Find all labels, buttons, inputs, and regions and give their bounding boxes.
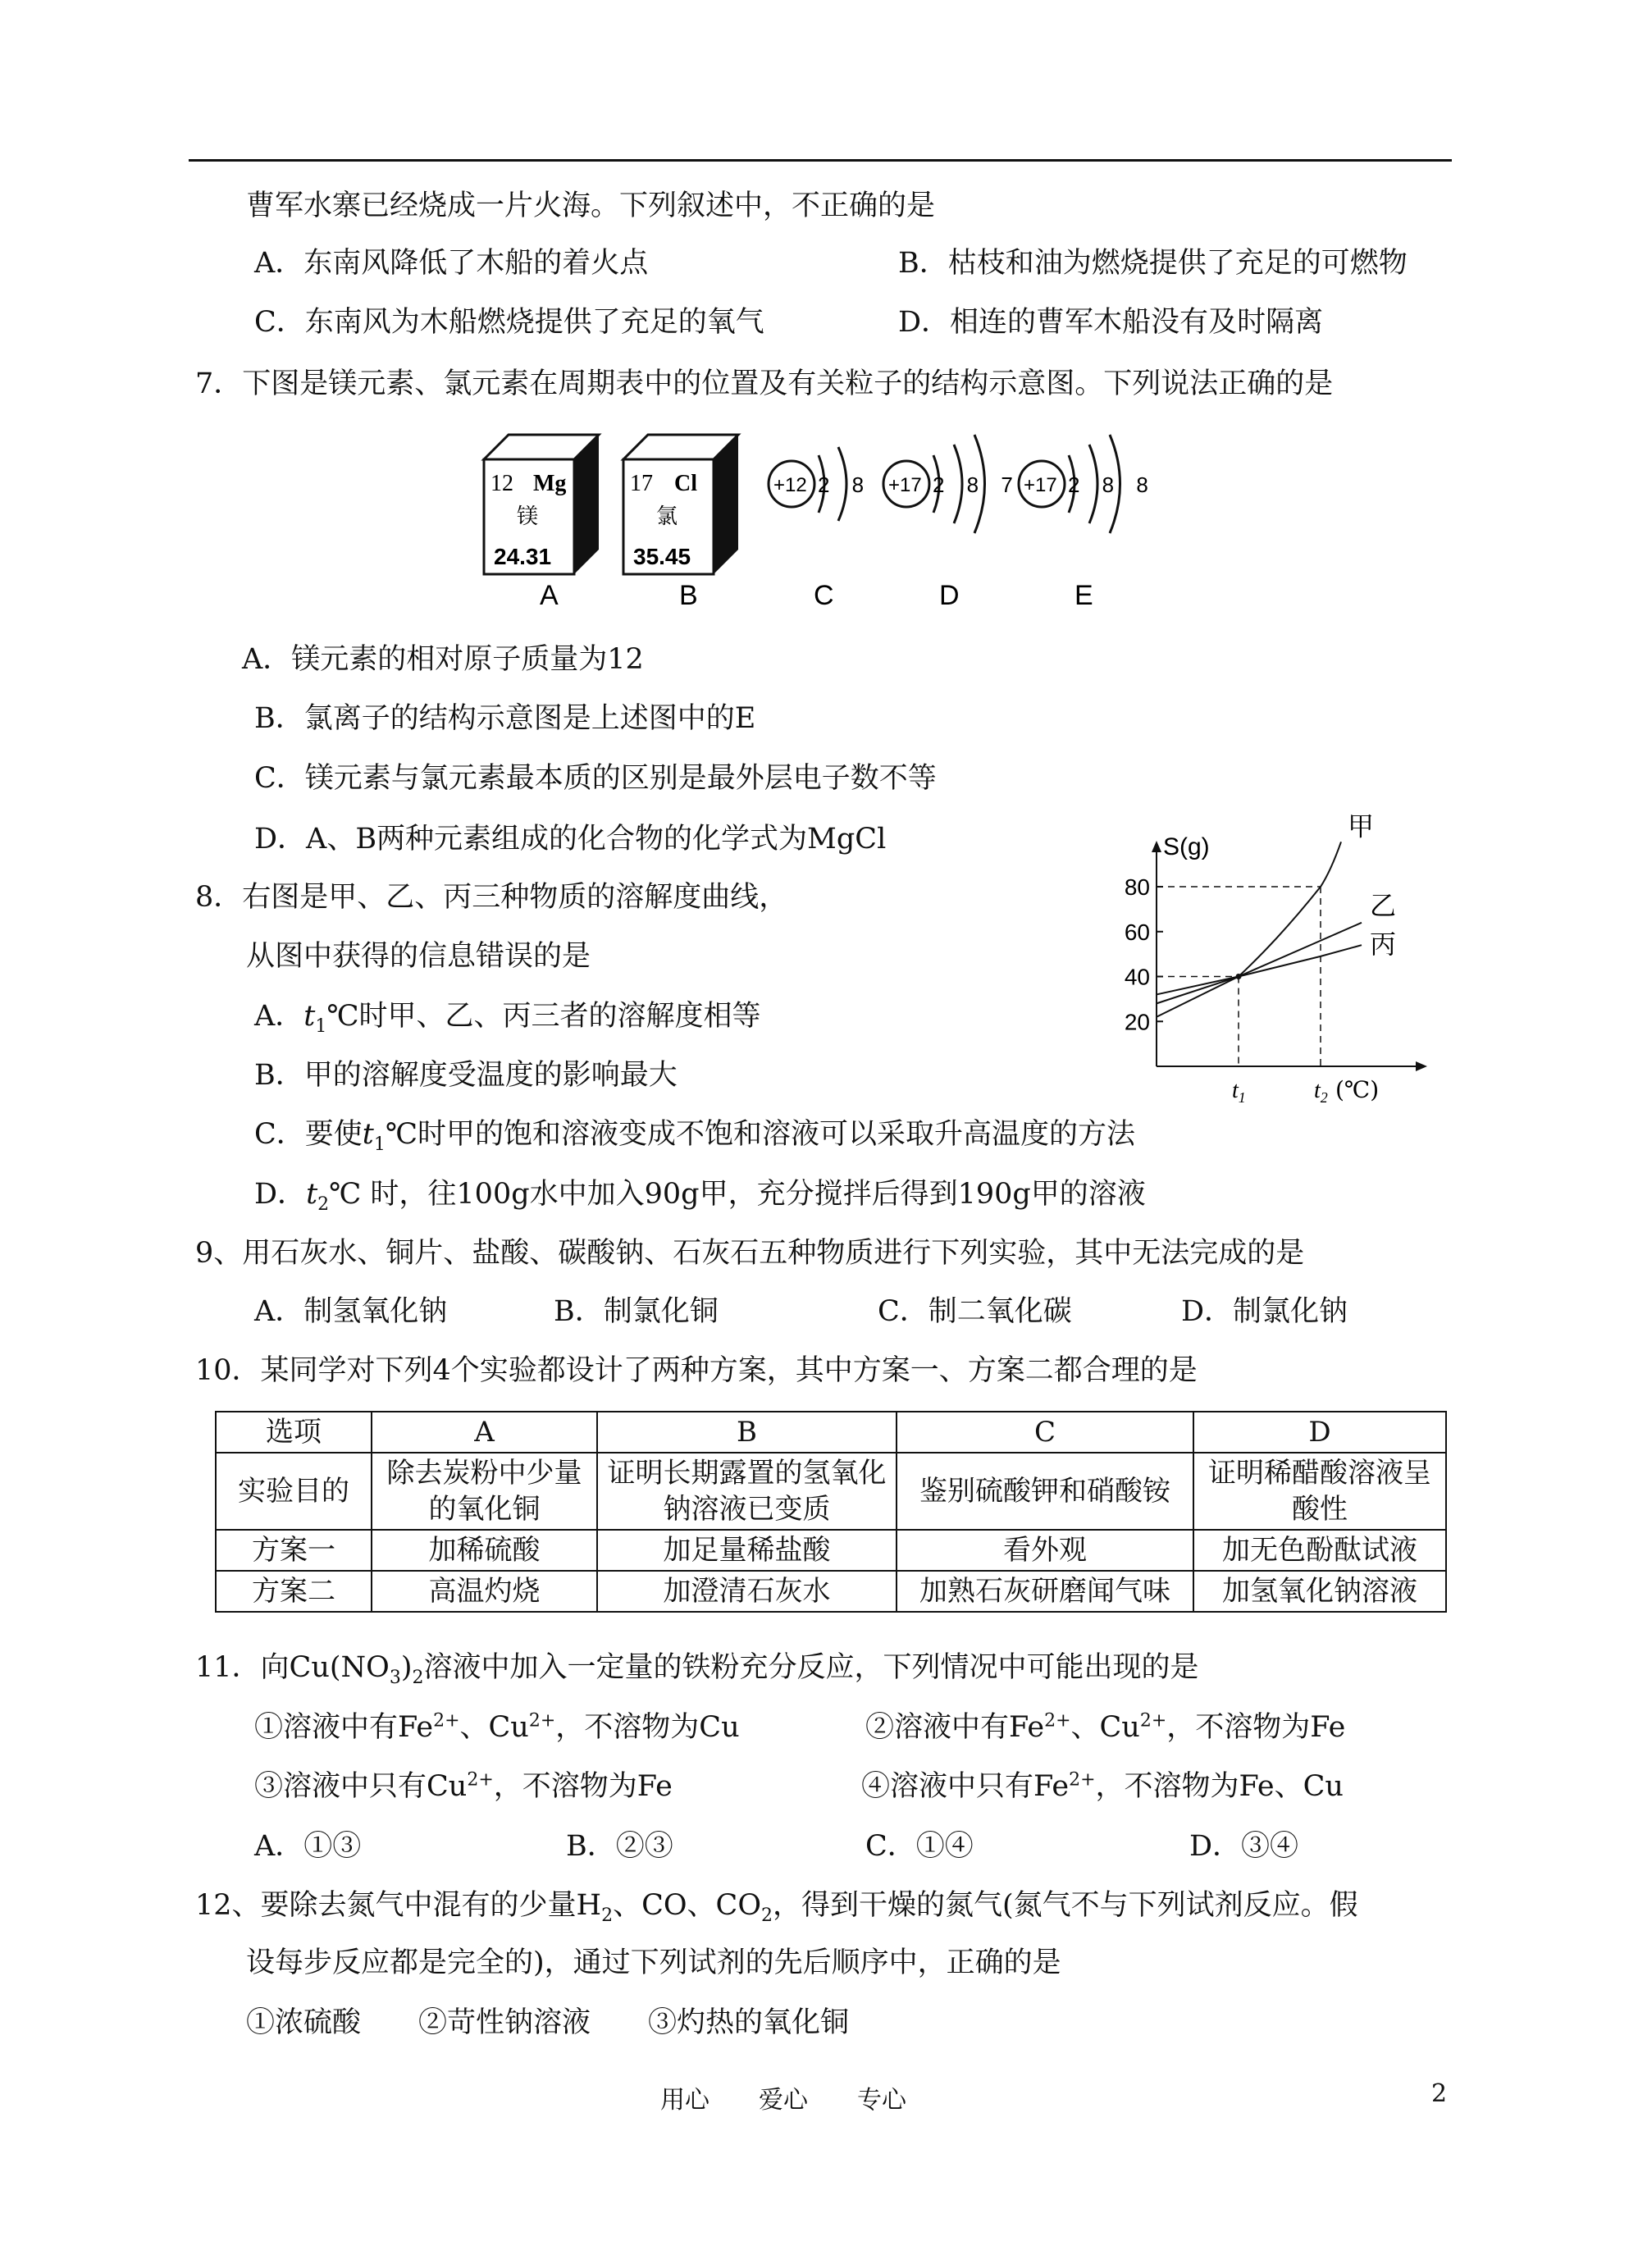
q12-reagents: ①浓硫酸 ②苛性钠溶液 ③灼热的氧化铜 xyxy=(246,2006,850,2039)
series-line-1 xyxy=(1157,842,1341,1016)
q11-stem-pre: 11．向Cu(NO xyxy=(195,1651,390,1684)
q11-stem xyxy=(195,1650,1199,1688)
q8-a-sub: 1 xyxy=(315,1016,327,1037)
table-cell: 加稀硫酸 xyxy=(372,1530,597,1571)
table-cell: 证明稀醋酸溶液呈酸性 xyxy=(1193,1453,1446,1530)
cl-mass: 35.45 xyxy=(633,544,691,569)
atom-d-shells: 2 8 7 xyxy=(933,472,1021,497)
table-cell: 加澄清石灰水 xyxy=(597,1571,897,1612)
table-cell: 除去炭粉中少量的氧化铜 xyxy=(372,1453,597,1530)
q8-option-c xyxy=(254,1117,1136,1155)
q11-stem-end: 溶液中加入一定量的铁粉充分反应，下列情况中可能出现的是 xyxy=(423,1651,1199,1684)
q12-stem-1 xyxy=(195,1888,1358,1926)
series-label-2: 乙 xyxy=(1370,889,1397,921)
mg-periodic-cell xyxy=(484,435,599,574)
y-axis-arrow xyxy=(1152,841,1161,852)
q11-c3-post: ，不溶物为Fe xyxy=(493,1770,673,1803)
table-cell: 加无色酚酞试液 xyxy=(1193,1530,1446,1571)
table-cell: 鉴别硫酸钾和硝酸铵 xyxy=(897,1453,1193,1530)
q11-sub-2: 2 xyxy=(412,1668,424,1688)
series-label-1: 甲 xyxy=(1348,810,1375,842)
q11-condition-4 xyxy=(861,1769,1344,1804)
q8-option-b: B．甲的溶解度受温度的影响最大 xyxy=(254,1059,678,1092)
q6-option-a: A．东南风降低了木船的着火点 xyxy=(254,247,649,280)
mg-symbol: Mg xyxy=(533,471,567,496)
q11-option-a: A．①③ xyxy=(254,1830,362,1863)
table-cell: A xyxy=(372,1412,597,1453)
q11-c4-sup: 2+ xyxy=(1069,1769,1096,1791)
x-tick-sub: 2 xyxy=(1320,1089,1328,1106)
q8-option-d xyxy=(254,1177,1146,1215)
solubility-chart xyxy=(1091,810,1452,1124)
table-cell: 选项 xyxy=(216,1412,372,1453)
table-row xyxy=(216,1530,1446,1571)
table-cell: 加氢氧化钠溶液 xyxy=(1193,1571,1446,1612)
q9-option-b: B．制氯化铜 xyxy=(554,1295,719,1328)
page-number: 2 xyxy=(1431,2079,1448,2108)
y-tick-label: 80 xyxy=(1124,874,1150,901)
q12-stem-2: 设每步反应都是完全的)，通过下列试剂的先后顺序中，正确的是 xyxy=(246,1946,1061,1979)
q11-sub-3: 3 xyxy=(389,1668,401,1688)
y-tick-label: 20 xyxy=(1124,1009,1150,1035)
q12-sub-2: 2 xyxy=(761,1905,773,1926)
q11-c2-post: ，不溶物为Fe xyxy=(1166,1711,1346,1744)
table-cell: 高温灼烧 xyxy=(372,1571,597,1612)
q12-stem-pre: 12、要除去氮气中混有的少量H xyxy=(195,1889,602,1922)
mg-name: 镁 xyxy=(517,504,539,529)
atom-c-shells: 2 8 xyxy=(818,472,873,497)
x-tick-sub: 1 xyxy=(1238,1089,1246,1106)
table-cell: C xyxy=(897,1412,1193,1453)
cl-number: 17 xyxy=(630,471,653,496)
q8-c-t: t xyxy=(362,1118,374,1151)
atom-e-shells: 2 8 8 xyxy=(1068,472,1157,497)
q7-figure xyxy=(476,410,1165,632)
series-line-3 xyxy=(1157,945,1362,994)
q10-table xyxy=(215,1411,1447,1613)
q8-a-text: ℃时甲、乙、丙三者的溶解度相等 xyxy=(326,1000,761,1033)
q11-c4-pre: ④溶液中只有Fe xyxy=(861,1770,1070,1803)
table-row xyxy=(216,1453,1446,1530)
table-cell: 看外观 xyxy=(897,1530,1193,1571)
q6-option-d: D．相连的曹军木船没有及时隔离 xyxy=(898,306,1324,339)
label-e: E xyxy=(1075,580,1093,611)
q8-stem-2: 从图中获得的信息错误的是 xyxy=(246,940,591,973)
q6-stem: 曹军水寨已经烧成一片火海。下列叙述中，不正确的是 xyxy=(246,189,936,222)
q7-stem: 7．下图是镁元素、氯元素在周期表中的位置及有关粒子的结构示意图。下列说法正确的是 xyxy=(195,367,1334,400)
q8-option-a xyxy=(254,999,761,1037)
x-tick-label: $t_2$ xyxy=(1314,1078,1328,1106)
table-cell: 加足量稀盐酸 xyxy=(597,1530,897,1571)
q11-c1-sup1: 2+ xyxy=(433,1710,460,1732)
q11-option-c: C．①④ xyxy=(865,1830,974,1863)
q11-c4-post: ，不溶物为Fe、Cu xyxy=(1095,1770,1344,1803)
x-axis-label: (℃) xyxy=(1335,1076,1380,1103)
q11-paren: ) xyxy=(400,1651,413,1684)
atom-c-diagram xyxy=(769,447,872,521)
q11-c3-pre: ③溶液中只有Cu xyxy=(254,1770,468,1803)
mg-number: 12 xyxy=(490,471,513,496)
q7-option-c: C．镁元素与氯元素最本质的区别是最外层电子数不等 xyxy=(254,762,937,795)
label-b: B xyxy=(679,580,698,611)
q8-c-sub: 1 xyxy=(373,1134,386,1155)
cl-name: 氯 xyxy=(656,504,678,529)
q7-option-b: B．氯离子的结构示意图是上述图中的E xyxy=(254,702,756,735)
q9-option-a: A．制氢氧化钠 xyxy=(254,1295,448,1328)
table-cell: 加熟石灰研磨闻气味 xyxy=(897,1571,1193,1612)
q8-stem-1: 8．右图是甲、乙、丙三种物质的溶解度曲线， xyxy=(195,881,788,914)
cl-symbol: Cl xyxy=(674,471,697,496)
q7-option-a: A．镁元素的相对原子质量为12 xyxy=(242,643,644,676)
q11-option-b: B．②③ xyxy=(566,1830,673,1863)
q8-d-sub: 2 xyxy=(317,1194,330,1215)
q11-condition-1 xyxy=(254,1710,740,1745)
atom-c-nucleus: +12 xyxy=(773,474,807,496)
mg-mass: 24.31 xyxy=(494,544,552,569)
q8-a-prefix: A． xyxy=(254,1000,304,1033)
q11-c2-pre: ②溶液中有Fe xyxy=(865,1711,1045,1744)
cl-periodic-cell xyxy=(623,435,738,574)
q7-option-d: D．A、B两种元素组成的化合物的化学式为MgCl xyxy=(254,823,887,856)
table-row xyxy=(216,1571,1446,1612)
table-cell: 实验目的 xyxy=(216,1453,372,1530)
q6-option-c: C．东南风为木船燃烧提供了充足的氧气 xyxy=(254,306,764,339)
q11-c2-sup1: 2+ xyxy=(1044,1710,1071,1732)
q8-c-prefix: C．要使 xyxy=(254,1118,363,1151)
q12-sub-1: 2 xyxy=(601,1905,614,1926)
y-tick-label: 40 xyxy=(1124,964,1150,990)
q10-stem: 10．某同学对下列4个实验都设计了两种方案，其中方案一、方案二都合理的是 xyxy=(195,1354,1198,1387)
y-axis-label: S(g) xyxy=(1163,833,1210,860)
x-axis-arrow xyxy=(1416,1061,1427,1071)
q11-c1-post: ，不溶物为Cu xyxy=(555,1711,740,1744)
q12-stem-mid: 、CO、CO xyxy=(613,1889,762,1922)
table-row xyxy=(216,1412,1446,1453)
atom-e-diagram xyxy=(1019,435,1157,533)
q11-option-d: D．③④ xyxy=(1189,1830,1299,1863)
q8-d-prefix: D． xyxy=(254,1178,307,1211)
label-d: D xyxy=(939,580,960,611)
q11-c2-mid: 、Cu xyxy=(1070,1711,1140,1744)
q11-c1-mid: 、Cu xyxy=(459,1711,529,1744)
footer-slogan: 用心 爱心 专心 xyxy=(660,2086,906,2115)
q11-c3-sup: 2+ xyxy=(467,1769,494,1791)
intersection-point xyxy=(1236,974,1242,979)
q6-option-b: B．枯枝和油为燃烧提供了充足的可燃物 xyxy=(898,247,1408,280)
label-a: A xyxy=(540,580,559,611)
q12-stem-post: ，得到干燥的氮气(氮气不与下列试剂反应。假 xyxy=(773,1889,1358,1922)
q11-c1-sup2: 2+ xyxy=(528,1710,556,1732)
atom-e-nucleus: +17 xyxy=(1024,474,1057,496)
series-line-2 xyxy=(1157,923,1362,1004)
atom-d-nucleus: +17 xyxy=(888,474,922,496)
q9-option-c: C．制二氧化碳 xyxy=(878,1295,1072,1328)
x-tick-label: $t_1$ xyxy=(1232,1078,1246,1106)
q11-condition-2 xyxy=(865,1710,1345,1745)
q11-c1-pre: ①溶液中有Fe xyxy=(254,1711,434,1744)
atom-d-diagram xyxy=(883,435,1021,533)
series-label-3: 丙 xyxy=(1370,929,1397,961)
table-cell: B xyxy=(597,1412,897,1453)
y-tick-label: 60 xyxy=(1124,919,1150,945)
q8-c-text: ℃时甲的饱和溶液变成不饱和溶液可以采取升高温度的方法 xyxy=(385,1118,1136,1151)
q11-condition-3 xyxy=(254,1769,673,1804)
q8-a-t: t xyxy=(303,1000,316,1033)
table-cell: 方案一 xyxy=(216,1530,372,1571)
label-c: C xyxy=(814,580,834,611)
q11-c2-sup2: 2+ xyxy=(1139,1710,1167,1732)
table-cell: 证明长期露置的氢氧化钠溶液已变质 xyxy=(597,1453,897,1530)
q9-stem: 9、用石灰水、铜片、盐酸、碳酸钠、石灰石五种物质进行下列实验，其中无法完成的是 xyxy=(195,1237,1305,1270)
table-cell: 方案二 xyxy=(216,1571,372,1612)
header-rule xyxy=(189,159,1452,162)
q9-option-d: D．制氯化钠 xyxy=(1181,1295,1348,1328)
q8-d-t: t xyxy=(306,1178,318,1211)
table-cell: D xyxy=(1193,1412,1446,1453)
q8-d-text: ℃ 时，往100g水中加入90g甲，充分搅拌后得到190g甲的溶液 xyxy=(329,1178,1146,1211)
